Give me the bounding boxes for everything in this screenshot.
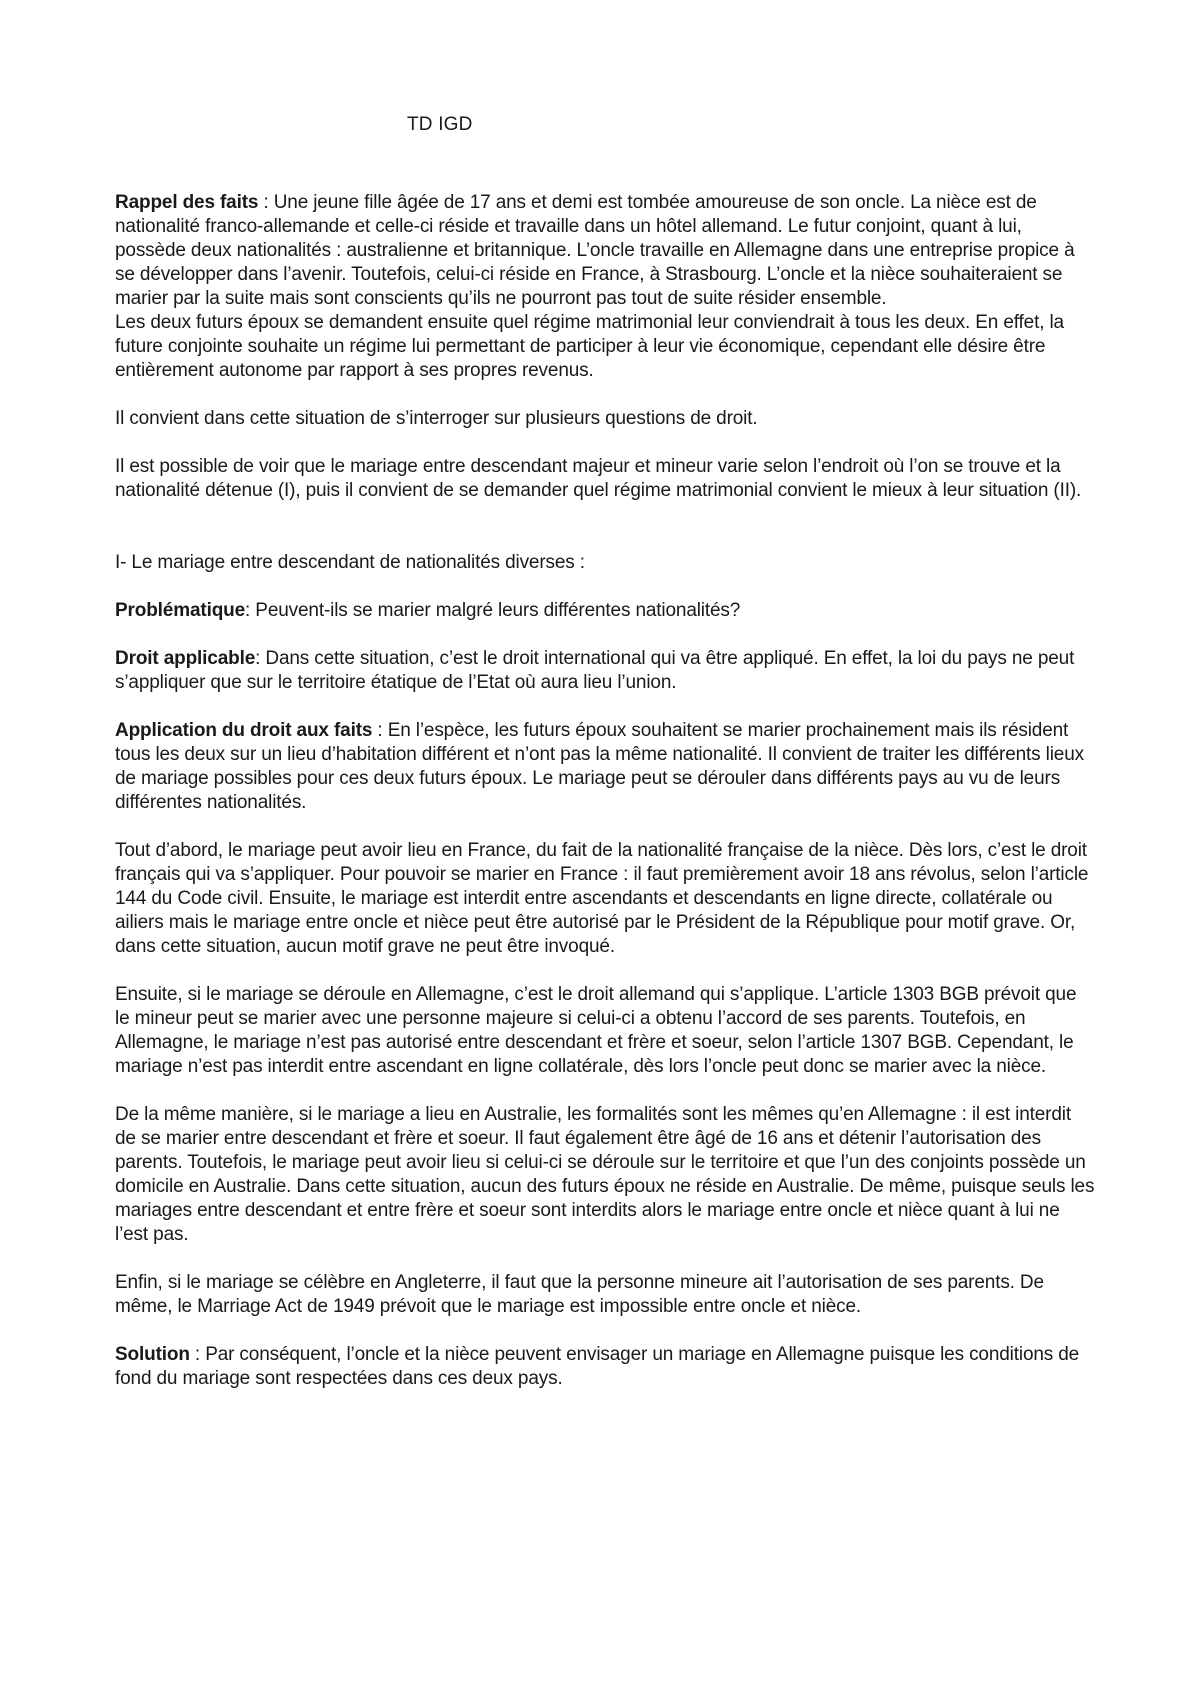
australie-paragraph: De la même manière, si le mariage a lieu en Australie, les formalités sont les mêmes qu’en Allemagne : il est interdit de se marier entre descendant et frère et soeur. Il faut également être âgé de 16 ans et détenir l’autorisation des parents. Toutefois, le mariage peut avoir lieu si celui-ci se déroule sur le territoire et que l’un des conjoints possède un domicile en Australie. Dans cette situation, aucun des futurs époux ne réside en Australie. De même, puisque seuls les mariages entre descendant et entre frère et soeur sont interdits alors le mariage entre oncle et nièce quant à lui ne l’est pas. [115, 1104, 1095, 1245]
droit-applicable-paragraph [115, 647, 1095, 695]
droit-applicable-label: Droit applicable [115, 648, 256, 669]
application-label: Application du droit aux faits [115, 720, 373, 741]
problematique-text: Peuvent-ils se marier malgré leurs différentes nationalités? [255, 600, 741, 621]
solution-label: Solution [115, 1344, 190, 1365]
application-paragraph [115, 719, 1095, 815]
rappel-text: Une jeune fille âgée de 17 ans et demi est tombée amoureuse de son oncle. La nièce est de nationalité franco-allemande et celle-ci réside et travaille dans un hôtel allemand. Le futur conjoint, quant à lui, possède deux nationalités : australienne et britannique. L’oncle travaille en Allemagne dans une entreprise propice à se développer dans l’avenir. Toutefois, celui-ci réside en France, à Strasbourg. L’oncle et la nièce souhaiteraient se marier par la suite mais sont conscients qu’ils ne pourront pas tout de suite résider ensemble. [115, 192, 1075, 309]
problematique-label: Problématique [115, 600, 246, 621]
annonce-paragraph: Il est possible de voir que le mariage entre descendant majeur et mineur varie selon l’endroit où l’on se trouve et la nationalité détenue (I), puis il convient de se demander quel régime matrimonial convient le mieux à leur situation (II). [115, 456, 1082, 501]
application-separator: : [372, 720, 388, 741]
allemagne-paragraph: Ensuite, si le mariage se déroule en Allemagne, c’est le droit allemand qui s’applique. L’article 1303 BGB prévoit que le mineur peut se marier avec une personne majeure si celui-ci a obtenu l’accord de ses parents. Toutefois, en Allemagne, le mariage n’est pas autorisé entre descendant et frère et soeur, selon l’article 1307 BGB. Cependant, le mariage n’est pas interdit entre ascendant en ligne collatérale, dès lors l’oncle peut donc se marier avec la nièce. [115, 984, 1077, 1077]
rappel-des-faits-paragraph [115, 191, 1095, 311]
solution-paragraph [115, 1343, 1095, 1391]
application-text: En l’espèce, les futurs époux souhaitent se marier prochainement mais ils résident tous les deux sur un lieu d’habitation différent et n’ont pas la même nationalité. Il convient de traiter les différents lieux de mariage possibles pour ces deux futurs époux. Le mariage peut se dérouler dans différents pays au vu de leurs différentes nationalités. [115, 720, 1084, 813]
problematique-separator: : [245, 600, 256, 621]
solution-separator: : [189, 1344, 206, 1365]
document-body [115, 191, 1095, 1391]
solution-text: Par conséquent, l’oncle et la nièce peuvent envisager un mariage en Allemagne puisque les conditions de fond du mariage sont respectées dans ces deux pays. [115, 1344, 1080, 1389]
regime-paragraph: Les deux futurs époux se demandent ensuite quel régime matrimonial leur conviendrait à tous les deux. En effet, la future conjointe souhaite un régime lui permettant de participer à leur vie économique, cependant elle désire être entièrement autonome par rapport à ses propres revenus. [115, 312, 1064, 381]
section-heading: I- Le mariage entre descendant de nationalités diverses : [115, 552, 585, 573]
angleterre-paragraph: Enfin, si le mariage se célèbre en Angleterre, il faut que la personne mineure ait l’autorisation de ses parents. De même, le Marriage Act de 1949 prévoit que le mariage est impossible entre oncle et nièce. [115, 1272, 1044, 1317]
rappel-separator: : [258, 192, 274, 213]
convient-paragraph: Il convient dans cette situation de s’interroger sur plusieurs questions de droit. [115, 408, 758, 429]
problematique-paragraph [115, 599, 1095, 623]
droit-applicable-text: Dans cette situation, c’est le droit international qui va être appliqué. En effet, la loi du pays ne peut s’appliquer que sur le territoire étatique de l’Etat où aura lieu l’union. [115, 648, 1075, 693]
droit-applicable-separator: : [255, 648, 266, 669]
rappel-label: Rappel des faits [115, 192, 259, 213]
france-paragraph: Tout d’abord, le mariage peut avoir lieu en France, du fait de la nationalité française de la nièce. Dès lors, c’est le droit français qui va s’appliquer. Pour pouvoir se marier en France : il faut premièrement avoir 18 ans révolus, selon l’article 144 du Code civil. Ensuite, le mariage est interdit entre ascendants et descendants en ligne directe, collatérale ou ailiers mais le mariage entre oncle et nièce peut être autorisé par le Président de la République pour motif grave. Or, dans cette situation, aucun motif grave ne peut être invoqué. [115, 840, 1089, 957]
document-title: TD IGD [407, 114, 473, 135]
